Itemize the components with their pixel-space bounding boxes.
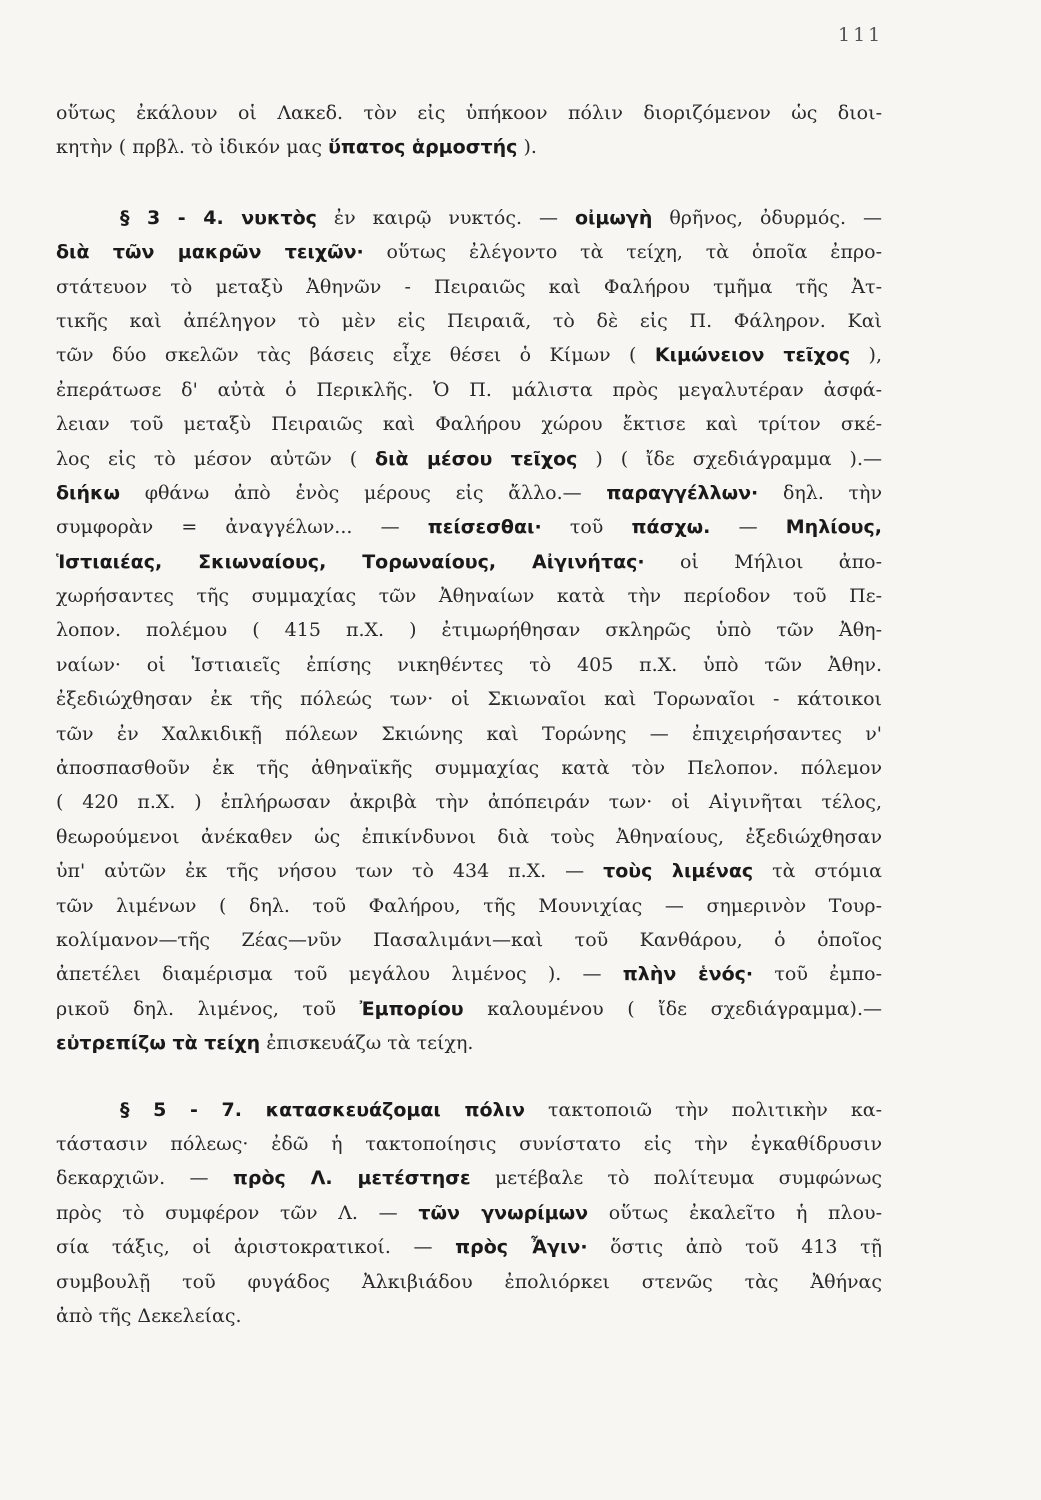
text-line [56,717,882,751]
paragraph [56,96,882,165]
bold-term: πλὴν ἑνός· [622,963,754,986]
text-run: ἐξεδιώχθησαν ἐκ τῆς πόλεώς των· οἱ Σκιωναῖοι καὶ Τορωναῖοι - κάτοικοι [56,688,882,711]
text-line [56,510,882,544]
bold-term: διὰ τῶν μακρῶν τειχῶν· [56,241,364,264]
text-line [56,1127,882,1161]
text-run: ἀπὸ τῆς Δεκελείας. [56,1304,242,1327]
bold-term: πείσεσθαι· [427,516,542,539]
text-run: οὕτως ἐκαλεῖτο ἡ πλου- [588,1201,882,1224]
text-line [56,613,882,647]
text-run: ἐπισκευάζω τὰ τείχη. [260,1032,474,1055]
text-run: τικῆς καὶ ἀπέληγον τὸ μὲν εἰς Πειραιᾶ, τὸ δὲ εἰς Π. Φάληρον. Καὶ [56,309,882,332]
text-line [56,682,882,716]
text-line [56,338,882,372]
bold-term: Κιμώνειον τεῖχος [654,344,851,367]
paragraph [56,201,882,1061]
text-line [56,751,882,785]
bold-term: Μηλίους, [785,516,882,539]
bold-term: κατασκευάζομαι πόλιν [265,1098,525,1121]
bold-term: § 5 - 7. [120,1098,266,1121]
text-line [56,1230,882,1264]
bold-term: Ἱστιαιέας, Σκιωναίους, Τορωναίους, Αἰγινήτας· [56,550,645,573]
bold-term: πρὸς Λ. μετέστησε [232,1167,471,1190]
text-run: ναίων· οἱ Ἱστιαιεῖς ἐπίσης νικηθέντες τὸ 405 π.Χ. ὑπὸ τῶν Ἀθην. [56,653,882,676]
text-run: σία τάξις, οἱ ἀριστοκρατικοί. — [56,1236,456,1259]
bold-term: τοὺς λιμένας [603,860,754,883]
text-run: τῶν δύο σκελῶν τὰς βάσεις εἶχε θέσει ὁ Κίμων ( [56,344,655,367]
text-run: ὑπ' αὐτῶν ἐκ τῆς νήσου των τὸ 434 π.Χ. — [56,860,604,883]
bold-term: παραγγέλλων· [606,481,759,504]
text-run: ἀποσπασθοῦν ἐκ τῆς ἀθηναϊκῆς συμμαχίας κατὰ τὸν Πελοπον. πόλεμον [56,757,882,780]
text-run: τακτοποιῶ τὴν πολιτικὴν κα- [524,1098,882,1121]
text-run: λοπον. πολέμου ( 415 π.Χ. ) ἐτιμωρήθησαν σκληρῶς ὑπὸ τῶν Ἀθη- [56,619,882,642]
text-run: συμφορὰν = ἀναγγέλων... — [56,516,428,539]
text-line [56,545,882,579]
text-run: καλουμένου ( ἴδε σχεδιάγραμμα).— [463,997,882,1020]
text-run: τῶν ἐν Χαλκιδικῇ πόλεων Σκιώνης καὶ Τορώνης — ἐπιχειρήσαντες ν' [56,722,882,745]
paragraph-gap [56,1061,882,1093]
bold-term: πάσχω. [631,516,711,539]
text-run: τοῦ [541,516,632,539]
text-line [56,785,882,819]
text-run: ρικοῦ δηλ. λιμένος, τοῦ [56,997,360,1020]
text-line [56,96,882,130]
text-line [56,992,882,1026]
text-line [56,130,882,164]
text-run: ἀπετέλει διαμέρισμα τοῦ μεγάλου λιμένος ). — [56,963,623,986]
text-run: δηλ. τὴν [758,481,882,504]
page-body [56,96,882,1333]
text-run: πρὸς τὸ συμφέρον τῶν Λ. — [56,1201,419,1224]
bold-term: διὰ μέσου τεῖχος [375,447,578,470]
text-run: τάστασιν πόλεως· ἐδῶ ἡ τακτοποίησις συνίστατο εἰς τὴν ἐγκαθίδρυσιν [56,1132,882,1155]
text-run: ἐν καιρῷ νυκτός. — [316,206,575,229]
text-line [56,1196,882,1230]
text-line [56,407,882,441]
bold-term: ὕπατος ἁρμοστής [328,136,518,159]
bold-term: διήκω [56,481,120,504]
text-run: ( 420 π.Χ. ) ἐπλήρωσαν ἀκριβὰ τὴν ἀπόπειράν των· οἱ Αἰγινῆται τέλος, [56,791,882,814]
text-run: τοῦ ἐμπο- [753,963,882,986]
text-run: ) ( ἴδε σχεδιάγραμμα ).— [577,447,882,470]
text-line [56,923,882,957]
text-run: ἐπεράτωσε δ' αὐτὰ ὁ Περικλῆς. Ὁ Π. μάλιστα πρὸς μεγαλυτέραν ἀσφά- [56,378,882,401]
text-line [56,1161,882,1195]
text-run: — [710,516,786,539]
text-line [56,235,882,269]
text-line [56,1265,882,1299]
text-line [56,304,882,338]
text-line [56,648,882,682]
bold-term: νυκτὸς [241,206,317,229]
bold-term: § 3 - 4. [120,206,242,229]
bold-term: τῶν γνωρίμων [418,1201,589,1224]
text-run: φθάνω ἀπὸ ἑνὸς μέρους εἰς ἄλλο.— [120,481,607,504]
paragraph-gap [56,165,882,201]
paragraph [56,1093,882,1334]
text-run: χωρήσαντες τῆς συμμαχίας τῶν Ἀθηναίων κατὰ τὴν περίοδον τοῦ Πε- [56,585,882,608]
text-run: λος εἰς τὸ μέσον αὐτῶν ( [56,447,376,470]
bold-term: οἰμωγὴ [574,206,653,229]
bold-term: εὐτρεπίζω τὰ τείχη [56,1032,261,1055]
text-run: οὕτως ἐλέγοντο τὰ τείχη, τὰ ὁποῖα ἐπρο- [363,241,882,264]
text-run: στάτευον τὸ μεταξὺ Ἀθηνῶν - Πειραιῶς καὶ Φαλήρου τμῆμα τῆς Ἀτ- [56,275,882,298]
text-run: οἱ Μήλιοι ἀπο- [644,550,882,573]
text-line [56,201,882,235]
text-run: δεκαρχιῶν. — [56,1167,233,1190]
text-run: θρῆνος, ὀδυρμός. — [652,206,882,229]
text-line [56,1093,882,1127]
text-line [56,957,882,991]
text-run: οὕτως ἐκάλουν οἱ Λακεδ. τὸν εἰς ὑπήκοον πόλιν διοριζόμενον ὡς διοι- [56,102,882,124]
text-line [56,373,882,407]
text-run: θεωρούμενοι ἀνέκαθεν ὡς ἐπικίνδυνοι διὰ τοὺς Ἀθηναίους, ἐξεδιώχθησαν [56,825,882,848]
text-line [56,889,882,923]
text-line [56,579,882,613]
text-line [56,820,882,854]
text-run: ὅστις ἀπὸ τοῦ 413 τῇ [587,1236,882,1259]
text-run: μετέβαλε τὸ πολίτευμα συμφώνως [470,1167,882,1190]
text-run: κητὴν ( πρβλ. τὸ ἰδικόν μας [56,136,329,159]
text-line [56,476,882,510]
text-run: συμβουλῇ τοῦ φυγάδος Ἀλκιβιάδου ἐπολιόρκει στενῶς τὰς Ἀθήνας [56,1270,882,1293]
text-run: λειαν τοῦ μεταξὺ Πειραιῶς καὶ Φαλήρου χώρου ἔκτισε καὶ τρίτον σκέ- [56,413,882,436]
text-line [56,270,882,304]
text-run: τὰ στόμια [753,860,882,883]
text-run: ), [850,344,882,367]
text-line [56,854,882,888]
text-line [56,1299,882,1333]
bold-term: Ἐμπορίου [359,997,464,1020]
bold-term: πρὸς Ἆγιν· [455,1236,588,1259]
text-line [56,1026,882,1060]
text-run: ). [517,136,537,159]
text-run: κολίμανον—τῆς Ζέας—νῦν Πασαλιμάνι—καὶ τοῦ Κανθάρου, ὁ ὁποῖος [56,928,882,951]
text-run: τῶν λιμένων ( δηλ. τοῦ Φαλήρου, τῆς Μουνιχίας — σημερινὸν Τουρ- [56,894,882,917]
page-number: 111 [838,24,884,46]
text-line [56,442,882,476]
